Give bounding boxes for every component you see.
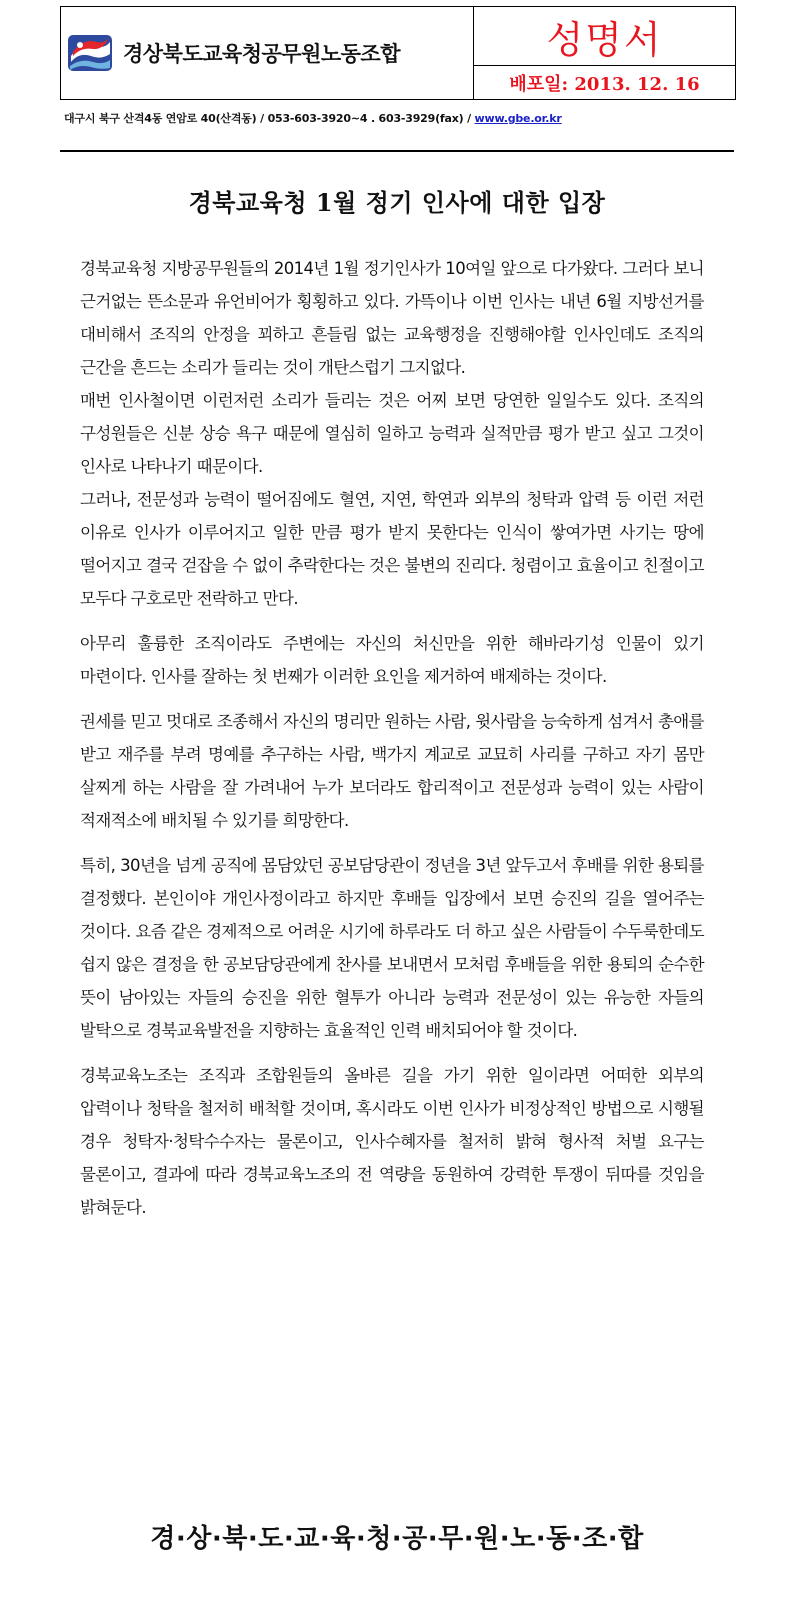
union-logo bbox=[67, 32, 113, 74]
paragraph-1: 경북교육청 지방공무원들의 2014년 1월 정기인사가 10여일 앞으로 다가왔다. 그러다 보니 근거없는 뜬소문과 유언비어가 횡횡하고 있다. 가뜩이나 이번 인사는 내년 6월 지방선거를 대비해서 조직의 안정을 꾀하고 흔들림 없는 교육행정을 진행해야할 인사인데도 조직의 근간을 흔드는 소리가 들리는 것이 개탄스럽기 그지없다. bbox=[80, 259, 704, 377]
footer-signature: 경·상·북·도·교·육·청·공·무·원·노·동·조·합 bbox=[150, 1524, 644, 1554]
header-divider bbox=[60, 150, 734, 152]
document-type-label: 성명서 bbox=[474, 7, 735, 66]
paragraph-2: 매번 인사철이면 이런저런 소리가 들리는 것은 어찌 보면 당연한 일일수도 있다. 조직의 구성원들은 신분 상승 욕구 때문에 열심히 일하고 능력과 실적만큼 평가 받고 싶고 그것이 인사로 나타나기 때문이다. bbox=[80, 391, 704, 476]
website-link[interactable]: www.gbe.or.kr bbox=[474, 112, 562, 125]
paragraph-6: 특히, 30년을 넘게 공직에 몸담았던 공보담당관이 정년을 3년 앞두고서 후배를 위한 용퇴를 결정했다. 본인이야 개인사정이라고 하지만 후배들 입장에서 보면 승진의 길을 열어주는 것이다. 요즘 같은 경제적으로 어려운 시기에 하루라도 더 하고 싶은 사람들이 수두룩한데도 쉽지 않은 결정을 한 공보담당관에게 찬사를 보내면서 모처럼 후배들을 위한 용퇴의 순수한 뜻이 남아있는 자들의 승진을 위한 혈투가 아니라 능력과 전문성이 있는 유능한 자들의 발탁으로 경북교육발전을 지향하는 효율적인 인력 배치되어야 할 것이다. bbox=[80, 856, 704, 1040]
org-cell bbox=[61, 7, 474, 99]
letterhead bbox=[60, 6, 736, 100]
org-name: 경상북도교육청공무원노동조합 bbox=[123, 42, 401, 66]
statement-body bbox=[80, 252, 704, 1224]
paragraph-3: 그러나, 전문성과 능력이 떨어짐에도 혈연, 지연, 학연과 외부의 청탁과 압력 등 이런 저런 이유로 인사가 이루어지고 일한 만큼 평가 받지 못한다는 인식이 쌓여가면 사기는 땅에 떨어지고 결국 걷잡을 수 없이 추락한다는 것은 불변의 진리다. 청렴이고 효율이고 친절이고 모두다 구호로만 전락하고 만다. bbox=[80, 490, 704, 608]
paragraph-7: 경북교육노조는 조직과 조합원들의 올바른 길을 가기 위한 일이라면 어떠한 외부의 압력이나 청탁을 철저히 배척할 것이며, 혹시라도 이번 인사가 비정상적인 방법으로 시행될 경우 청탁자·청탁수수자는 물론이고, 인사수혜자를 철저히 밝혀 형사적 처벌 요구는 물론이고, 결과에 따라 경북교육노조의 전 역량을 동원하여 강력한 투쟁이 뒤따를 것임을 밝혀둔다. bbox=[80, 1066, 704, 1217]
statement-cell bbox=[474, 7, 735, 99]
address-text: 대구시 북구 산격4동 연암로 40(산격동) / 053-603-3920~4 . 603-3929(fax) / bbox=[64, 112, 471, 125]
document-title: 경북교육청 1월 정기 인사에 대한 입장 bbox=[188, 188, 606, 217]
contact-line bbox=[64, 110, 562, 126]
paragraph-5: 권세를 믿고 멋대로 조종해서 자신의 명리만 원하는 사람, 윗사람을 능숙하게 섬겨서 총애를 받고 재주를 부려 명예를 추구하는 사람, 백가지 계교로 교묘히 사리를 구하고 자기 몸만 살찌게 하는 사람을 잘 가려내어 누가 보더라도 합리적이고 전문성과 능력이 있는 사람이 적재적소에 배치될 수 있기를 희망한다. bbox=[80, 712, 704, 830]
release-date: 배포일: 2013. 12. 16 bbox=[509, 73, 700, 95]
paragraph-4: 아무리 훌륭한 조직이라도 주변에는 자신의 처신만을 위한 해바라기성 인물이 있기 마련이다. 인사를 잘하는 첫 번째가 이러한 요인을 제거하여 배제하는 것이다. bbox=[80, 634, 704, 686]
